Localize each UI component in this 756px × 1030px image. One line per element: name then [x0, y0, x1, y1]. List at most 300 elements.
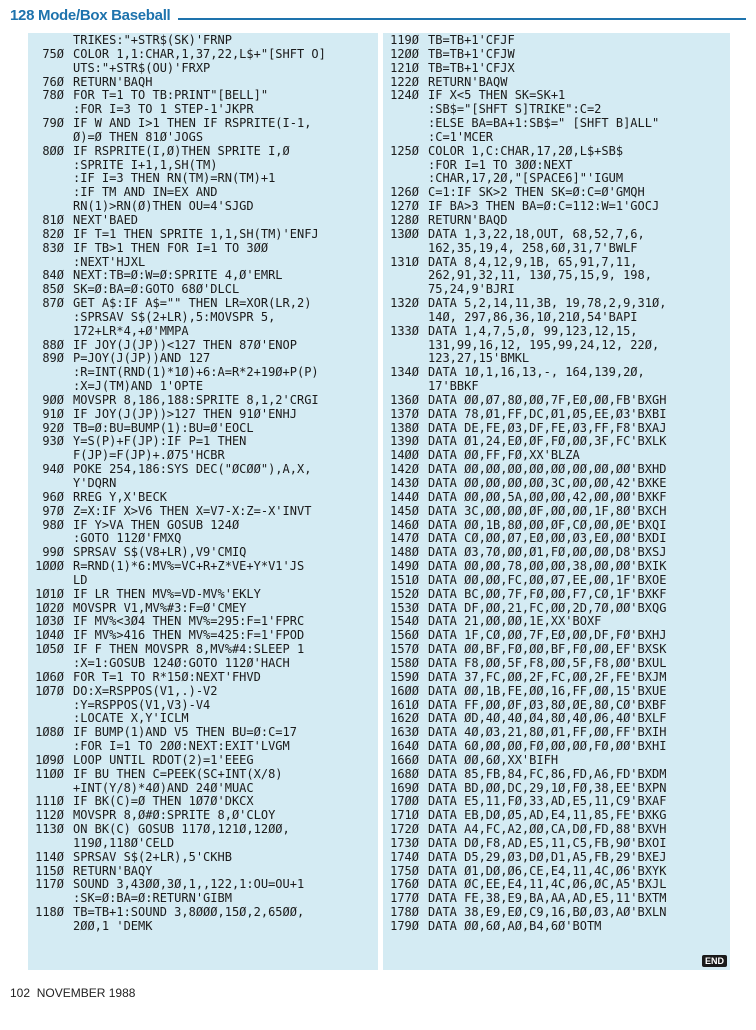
line-number: 126Ø	[390, 185, 419, 200]
line-number: 8ØØ	[42, 143, 64, 158]
line-number: 76Ø	[42, 74, 64, 89]
code-line	[383, 117, 730, 131]
code-text: R=RND(1)*6:MV%=VC+R+Z*VE+Y*V1'JS	[73, 560, 305, 574]
code-text: DATA Ø3,7Ø,ØØ,Ø1,FØ,ØØ,ØØ,D8'BXSJ	[428, 546, 667, 560]
code-text: DATA ØC,EE,E4,11,4C,Ø6,ØC,A5'BXJL	[428, 878, 667, 892]
code-text: IF RSPRITE(I,Ø)THEN SPRITE I,Ø	[73, 144, 290, 158]
code-text: NEXT:TB=Ø:W=Ø:SPRITE 4,Ø'EMRL	[73, 269, 283, 283]
code-text: DATA DØ,F8,AD,E5,11,C5,FB,9Ø'BXOI	[428, 836, 667, 850]
code-text: :Y=RSPPOS(V1,V3)-V4	[73, 698, 211, 712]
line-number	[383, 380, 428, 394]
code-line	[383, 615, 730, 629]
line-number: 12ØØ	[390, 46, 419, 61]
code-line	[28, 643, 378, 657]
code-text: SPRSAV S$(V8+LR),V9'CMIQ	[73, 546, 247, 560]
code-text: :IF I=3 THEN RN(TM)=RN(TM)+1	[73, 172, 276, 186]
code-line	[383, 602, 730, 616]
line-number	[28, 172, 73, 186]
code-text: POKE 254,186:SYS DEC("ØCØØ"),A,X,	[73, 463, 312, 477]
code-line	[28, 283, 378, 297]
line-number: 125Ø	[390, 143, 419, 158]
line-number: 152Ø	[390, 586, 419, 601]
code-text: IF MV%<3Ø4 THEN MV%=295:F=1'FPRC	[73, 615, 305, 629]
code-line	[383, 48, 730, 62]
code-text: LOOP UNTIL RDOT(2)=1'EEEG	[73, 753, 254, 767]
code-line	[28, 920, 378, 934]
code-line	[28, 145, 378, 159]
line-number	[28, 712, 73, 726]
code-text: DATA ØØ,ØØ,78,ØØ,ØØ,38,ØØ,ØØ'BXIK	[428, 560, 667, 574]
code-line	[383, 269, 730, 283]
line-number: 162Ø	[390, 711, 419, 726]
code-text: :X=1:GOSUB 124Ø:GOTO 112Ø'HACH	[73, 656, 290, 670]
code-line	[28, 795, 378, 809]
line-number: 1Ø4Ø	[35, 628, 64, 643]
code-line	[28, 339, 378, 353]
code-line	[383, 629, 730, 643]
line-number	[28, 380, 73, 394]
code-line	[28, 131, 378, 145]
code-line	[383, 920, 730, 934]
code-text: :X=J(TM)AND 1'OPTE	[73, 380, 204, 394]
code-line	[28, 159, 378, 173]
line-number: 113Ø	[35, 822, 64, 837]
code-text: RREG Y,X'BECK	[73, 490, 167, 504]
line-number: 159Ø	[390, 669, 419, 684]
line-number: 164Ø	[390, 739, 419, 754]
end-badge: END	[702, 955, 727, 967]
code-line	[28, 519, 378, 533]
code-text: DATA BC,ØØ,7F,FØ,ØØ,F7,CØ,1F'BXKF	[428, 587, 667, 601]
line-number: 75Ø	[42, 46, 64, 61]
code-line	[383, 145, 730, 159]
line-number	[28, 159, 73, 173]
line-number: 114Ø	[35, 849, 64, 864]
line-number: 88Ø	[42, 337, 64, 352]
code-text: RETURN'BAQY	[73, 864, 153, 878]
line-number: 99Ø	[42, 545, 64, 560]
line-number: 172Ø	[390, 822, 419, 837]
code-text: 162,35,19,4, 258,6Ø,31,7'BWLF	[428, 241, 638, 255]
line-number: 174Ø	[390, 849, 419, 864]
code-text: DATA ØØ,Ø7,8Ø,ØØ,7F,EØ,ØØ,FB'BXGH	[428, 393, 667, 407]
code-text: IF X<5 THEN SK=SK+1	[428, 89, 566, 103]
code-line	[28, 449, 378, 463]
code-line	[28, 629, 378, 643]
code-line	[383, 131, 730, 145]
line-number: 146Ø	[390, 517, 419, 532]
code-text: DATA F8,ØØ,5F,F8,ØØ,5F,F8,ØØ'BXUL	[428, 656, 667, 670]
line-number	[28, 256, 73, 270]
code-line	[28, 837, 378, 851]
line-number	[28, 657, 73, 671]
line-number	[28, 532, 73, 546]
code-line	[383, 297, 730, 311]
code-text: RN(1)>RN(Ø)THEN OU=4'SJGD	[73, 200, 254, 214]
code-text: IF LR THEN MV%=VD-MV%'EKLY	[73, 587, 261, 601]
code-text: DATA ØØ,6Ø,AØ,B4,6Ø'BOTM	[428, 920, 602, 933]
code-line	[383, 103, 730, 117]
line-number: 84Ø	[42, 268, 64, 283]
line-number	[383, 117, 428, 131]
code-text: 131,99,16,12, 195,99,24,12, 22Ø,	[428, 338, 660, 352]
code-line	[383, 76, 730, 90]
code-line	[28, 809, 378, 823]
code-line	[28, 228, 378, 242]
line-number: 87Ø	[42, 296, 64, 311]
line-number: 17ØØ	[390, 794, 419, 809]
code-line	[383, 671, 730, 685]
line-number: 147Ø	[390, 531, 419, 546]
line-number	[28, 103, 73, 117]
line-number	[28, 311, 73, 325]
code-text: DATA 6Ø,ØØ,ØØ,FØ,ØØ,ØØ,FØ,ØØ'BXHI	[428, 740, 667, 754]
line-number: 115Ø	[35, 863, 64, 878]
code-text: MOVSPR V1,MV%#3:F=Ø'CMEY	[73, 601, 247, 615]
code-line	[28, 546, 378, 560]
line-number: 119Ø	[390, 33, 419, 47]
code-line	[383, 200, 730, 214]
code-text: DATA DF,ØØ,21,FC,ØØ,2D,7Ø,ØØ'BXQG	[428, 601, 667, 615]
line-number: 13ØØ	[390, 226, 419, 241]
code-line	[383, 532, 730, 546]
code-line	[28, 768, 378, 782]
code-line	[383, 380, 730, 394]
code-text: DATA ØD,4Ø,4Ø,Ø4,8Ø,4Ø,Ø6,4Ø'BXLF	[428, 712, 667, 726]
code-line	[28, 422, 378, 436]
line-number: 148Ø	[390, 545, 419, 560]
code-text: TB=TB+1'CFJX	[428, 61, 515, 75]
code-line	[28, 906, 378, 920]
code-line	[383, 352, 730, 366]
code-text: IF T=1 THEN SPRITE 1,1,SH(TM)'ENFJ	[73, 227, 319, 241]
line-number: 97Ø	[42, 503, 64, 518]
code-line	[383, 283, 730, 297]
code-line	[28, 740, 378, 754]
code-text: DATA FE,38,E9,BA,AA,AD,E5,11'BXTM	[428, 892, 667, 906]
line-number	[383, 339, 428, 353]
code-text: IF BA>3 THEN BA=Ø:C=112:W=1'GOCJ	[428, 200, 660, 214]
code-text: P=JOY(J(JP))AND 127	[73, 352, 211, 366]
code-text: IF BK(C)=Ø THEN 1Ø7Ø'DKCX	[73, 795, 254, 809]
code-text: Z=X:IF X>V6 THEN X=V7-X:Z=-X'INVT	[73, 504, 312, 518]
header-rule	[178, 18, 746, 20]
code-line	[383, 339, 730, 353]
line-number: 111Ø	[35, 794, 64, 809]
code-line	[28, 560, 378, 574]
line-number: 145Ø	[390, 503, 419, 518]
line-number: 175Ø	[390, 863, 419, 878]
code-text: :FOR I=1 TO 2ØØ:NEXT:EXIT'LVGM	[73, 740, 290, 754]
line-number: 83Ø	[42, 240, 64, 255]
line-number	[383, 352, 428, 366]
line-number: 1ØØØ	[35, 559, 64, 574]
line-number	[28, 920, 73, 934]
line-number: 144Ø	[390, 489, 419, 504]
line-number: 137Ø	[390, 406, 419, 421]
code-text: DATA 85,FB,84,FC,86,FD,A6,FD'BXDM	[428, 767, 667, 781]
code-text: C=1:IF SK>2 THEN SK=Ø:C=Ø'GMQH	[428, 186, 645, 200]
line-number: 94Ø	[42, 462, 64, 477]
code-line	[28, 782, 378, 796]
code-text: :CHAR,17,2Ø,"[SPACE6]"'IGUM	[428, 172, 624, 186]
line-number: 78Ø	[42, 88, 64, 103]
line-number	[28, 131, 73, 145]
code-line	[28, 657, 378, 671]
code-line	[383, 740, 730, 754]
code-text: COLOR 1,C:CHAR,17,2Ø,L$+SB$	[428, 144, 624, 158]
line-number	[28, 477, 73, 491]
line-number: 93Ø	[42, 434, 64, 449]
code-text: TB=TB+1'CFJW	[428, 47, 515, 61]
code-line	[383, 408, 730, 422]
line-number: 171Ø	[390, 808, 419, 823]
code-text: ON BK(C) GOSUB 117Ø,121Ø,12ØØ,	[73, 823, 290, 837]
code-text: :C=1'MCER	[428, 130, 494, 144]
code-line	[383, 851, 730, 865]
line-number	[28, 782, 73, 796]
line-number	[28, 62, 73, 76]
line-number: 79Ø	[42, 116, 64, 131]
code-text: TB=TB+1:SOUND 3,8ØØØ,15Ø,2,65ØØ,	[73, 906, 305, 920]
line-number	[28, 837, 73, 851]
code-line	[28, 117, 378, 131]
code-text: RETURN'BAQD	[428, 213, 508, 227]
code-line	[383, 435, 730, 449]
section-title: 128 Mode/Box Baseball	[10, 7, 171, 24]
code-line	[383, 394, 730, 408]
line-number: 118Ø	[35, 905, 64, 920]
code-line	[383, 795, 730, 809]
code-line	[28, 48, 378, 62]
code-text: 17'BBKF	[428, 380, 479, 394]
code-text: +INT(Y/8)*4Ø)AND 24Ø'MUAC	[73, 781, 254, 795]
line-number: 151Ø	[390, 572, 419, 587]
code-line	[383, 588, 730, 602]
code-line	[28, 878, 378, 892]
code-line	[383, 491, 730, 505]
code-text: :R=INT(RND(1)*1Ø)+6:A=R*2+19Ø+P(P)	[73, 366, 319, 380]
code-text: :GOTO 112Ø'FMXQ	[73, 532, 182, 546]
line-number	[28, 449, 73, 463]
code-line	[383, 325, 730, 339]
code-text: :FOR I=1 TO 3ØØ:NEXT	[428, 158, 573, 172]
line-number: 177Ø	[390, 891, 419, 906]
code-text: DATA ØØ,1B,8Ø,ØØ,ØF,CØ,ØØ,ØE'BXQI	[428, 518, 667, 532]
code-line	[383, 809, 730, 823]
code-text: :IF TM AND IN=EX AND	[73, 186, 218, 200]
line-number: 121Ø	[390, 60, 419, 75]
code-line	[383, 754, 730, 768]
line-number	[28, 740, 73, 754]
code-text: NEXT'BAED	[73, 213, 139, 227]
line-number: 142Ø	[390, 462, 419, 477]
code-text: MOVSPR 8,Ø#Ø:SPRITE 8,Ø'CLOY	[73, 809, 276, 823]
code-text: :SK=Ø:BA=Ø:RETURN'GIBM	[73, 892, 232, 906]
code-text: DATA 3C,ØØ,ØØ,ØF,ØØ,ØØ,1F,8Ø'BXCH	[428, 504, 667, 518]
line-number: 173Ø	[390, 835, 419, 850]
code-line	[383, 643, 730, 657]
line-number: 132Ø	[390, 296, 419, 311]
line-number: 11ØØ	[35, 766, 64, 781]
code-text: :LOCATE X,Y'ICLM	[73, 712, 189, 726]
line-number	[28, 892, 73, 906]
code-line	[28, 172, 378, 186]
code-text: :SPRSAV S$(2+LR),5:MOVSPR 5,	[73, 310, 276, 324]
code-text: F(JP)=F(JP)+.Ø75'HCBR	[73, 449, 225, 463]
line-number: 1Ø9Ø	[35, 752, 64, 767]
code-line	[28, 491, 378, 505]
code-line	[28, 394, 378, 408]
line-number: 122Ø	[390, 74, 419, 89]
line-number	[383, 103, 428, 117]
code-text: DATA 5,2,14,11,3B, 19,78,2,9,31Ø,	[428, 297, 667, 311]
code-line	[28, 602, 378, 616]
code-line	[383, 256, 730, 270]
code-line	[383, 685, 730, 699]
line-number	[383, 172, 428, 186]
code-text: DATA ØØ,BF,FØ,ØØ,BF,FØ,ØØ,EF'BXSK	[428, 643, 667, 657]
line-number: 166Ø	[390, 752, 419, 767]
line-number: 157Ø	[390, 642, 419, 657]
code-text: 75,24,9'BJRI	[428, 283, 515, 297]
code-text: :SB$="[SHFT S]TRIKE":C=2	[428, 103, 602, 117]
code-line	[383, 546, 730, 560]
code-line	[383, 865, 730, 879]
code-text: LD	[73, 573, 88, 587]
code-text: SK=Ø:BA=Ø:GOTO 68Ø'DLCL	[73, 283, 240, 297]
code-line	[383, 186, 730, 200]
code-line	[28, 62, 378, 76]
code-line	[383, 560, 730, 574]
code-line	[28, 297, 378, 311]
line-number: 92Ø	[42, 420, 64, 435]
code-text: DATA 37,FC,ØØ,2F,FC,ØØ,2F,FE'BXJM	[428, 670, 667, 684]
line-number: 1Ø8Ø	[35, 725, 64, 740]
code-text: DATA DE,FE,Ø3,DF,FE,Ø3,FF,F8'BXAJ	[428, 421, 667, 435]
line-number	[28, 366, 73, 380]
code-line	[28, 256, 378, 270]
code-line	[383, 699, 730, 713]
line-number	[28, 34, 73, 48]
code-text: Ø)=Ø THEN 81Ø'JOGS	[73, 130, 204, 144]
code-line	[383, 463, 730, 477]
line-number: 131Ø	[390, 254, 419, 269]
line-number	[383, 131, 428, 145]
code-line	[383, 477, 730, 491]
code-line	[28, 103, 378, 117]
code-text: MOVSPR 8,186,188:SPRITE 8,1,2'CRGI	[73, 393, 319, 407]
line-number: 96Ø	[42, 489, 64, 504]
code-text: IF Y>VA THEN GOSUB 124Ø	[73, 518, 240, 532]
code-line	[28, 380, 378, 394]
code-line	[28, 325, 378, 339]
code-line	[383, 726, 730, 740]
line-number	[383, 242, 428, 256]
code-text: :NEXT'HJXL	[73, 255, 146, 269]
code-line	[28, 574, 378, 588]
line-number	[383, 159, 428, 173]
code-text: Y=S(P)+F(JP):IF P=1 THEN	[73, 435, 247, 449]
page-header	[10, 6, 746, 26]
code-text: DATA 1F,CØ,ØØ,7F,EØ,ØØ,DF,FØ'BXHJ	[428, 629, 667, 643]
line-number: 98Ø	[42, 517, 64, 532]
code-text: TRIKES:"+STR$(SK)'FRNP	[73, 34, 232, 47]
code-line	[383, 837, 730, 851]
line-number: 1Ø1Ø	[35, 586, 64, 601]
line-number: 143Ø	[390, 476, 419, 490]
code-line	[28, 712, 378, 726]
code-text: FOR T=1 TO R*15Ø:NEXT'FHVD	[73, 670, 261, 684]
line-number	[383, 311, 428, 325]
code-text: DATA EB,DØ,Ø5,AD,E4,11,85,FE'BXKG	[428, 809, 667, 823]
code-line	[28, 532, 378, 546]
code-text: DATA ØØ,FF,FØ,XX'BLZA	[428, 449, 580, 463]
code-text: 123,27,15'BMKL	[428, 352, 530, 366]
line-number: 168Ø	[390, 766, 419, 781]
line-number: 89Ø	[42, 351, 64, 366]
code-line	[28, 200, 378, 214]
line-number	[383, 283, 428, 297]
code-text: Y'DQRN	[73, 477, 117, 490]
code-line	[28, 186, 378, 200]
code-text: DATA Ø1,DØ,Ø6,CE,E4,11,4C,Ø6'BXYK	[428, 864, 667, 878]
code-line	[28, 89, 378, 103]
code-text: DATA ØØ,ØØ,ØØ,ØØ,3C,ØØ,ØØ,42'BXKE	[428, 477, 667, 490]
code-line	[383, 214, 730, 228]
code-text: SOUND 3,43ØØ,3Ø,1,,122,1:OU=OU+1	[73, 878, 305, 892]
code-line	[28, 865, 378, 879]
code-text: :FOR I=3 TO 1 STEP-1'JKPR	[73, 103, 254, 117]
code-text: DATA ØØ,6Ø,XX'BIFH	[428, 753, 559, 767]
code-line	[383, 366, 730, 380]
code-text: DATA 38,E9,EØ,C9,16,BØ,Ø3,AØ'BXLN	[428, 906, 667, 920]
line-number: 1Ø2Ø	[35, 600, 64, 615]
line-number: 112Ø	[35, 808, 64, 823]
line-number: 14ØØ	[390, 448, 419, 463]
code-text: IF JOY(J(JP))<127 THEN 87Ø'ENOP	[73, 338, 297, 352]
line-number	[28, 574, 73, 588]
line-number: 1Ø6Ø	[35, 669, 64, 684]
code-line	[28, 671, 378, 685]
code-text: IF W AND I>1 THEN IF RSPRITE(I-1,	[73, 117, 312, 131]
code-line	[383, 311, 730, 325]
issue-date: NOVEMBER 1988	[36, 986, 136, 1000]
code-line	[383, 242, 730, 256]
code-text: DATA A4,FC,A2,ØØ,CA,DØ,FD,88'BXVH	[428, 823, 667, 837]
line-number: 169Ø	[390, 780, 419, 795]
code-line	[28, 823, 378, 837]
line-number: 117Ø	[35, 877, 64, 892]
line-number: 85Ø	[42, 282, 64, 297]
code-text: 172+LR*4,+Ø'MMPA	[73, 324, 189, 338]
line-number: 124Ø	[390, 88, 419, 103]
code-line	[28, 892, 378, 906]
code-line	[28, 34, 378, 48]
code-text: DATA 1Ø,1,16,13,-, 164,139,2Ø,	[428, 366, 645, 380]
code-line	[383, 89, 730, 103]
line-number: 16ØØ	[390, 683, 419, 698]
code-text: IF TB>1 THEN FOR I=1 TO 3ØØ	[73, 241, 269, 255]
code-line	[383, 519, 730, 533]
code-text: DATA 78,Ø1,FF,DC,Ø1,Ø5,EE,Ø3'BXBI	[428, 407, 667, 421]
code-text: DO:X=RSPPOS(V1,.)-V2	[73, 684, 218, 698]
code-line	[28, 366, 378, 380]
line-number: 178Ø	[390, 905, 419, 920]
code-line	[383, 228, 730, 242]
code-text: DATA BD,ØØ,DC,29,1Ø,FØ,38,EE'BXPN	[428, 781, 667, 795]
code-text: RETURN'BAQW	[428, 75, 508, 89]
